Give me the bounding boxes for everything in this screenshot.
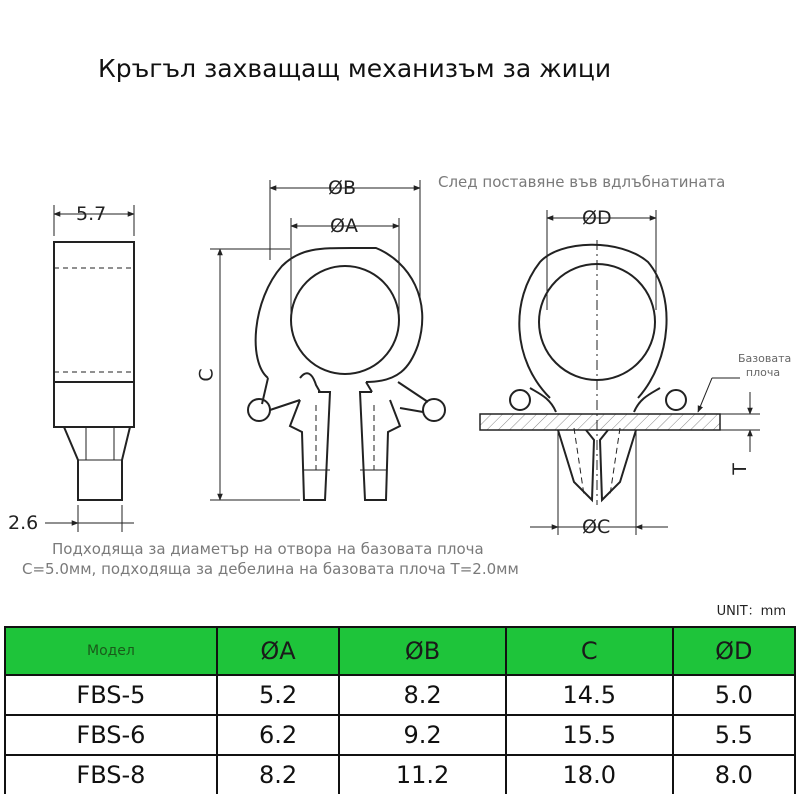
width-dimension-label: 5.7: [76, 203, 107, 225]
cell-model: FBS-5: [5, 675, 217, 715]
table-row: [5, 755, 795, 794]
diameter-a-label: ØA: [330, 215, 358, 237]
page-title: Кръгъл захващащ механизъм за жици: [98, 54, 612, 83]
column-header-model: Модел: [5, 627, 217, 675]
unit-label: UNIT：mm: [716, 604, 786, 619]
thickness-t-label: T: [728, 463, 751, 475]
cell-b: 11.2: [339, 755, 506, 794]
cell-c: 18.0: [506, 755, 673, 794]
cell-a: 5.2: [217, 675, 339, 715]
table-header-row: [5, 627, 795, 675]
hole-diameter-note: Подходяща за диаметър на отвора на базовата плоча: [52, 540, 484, 558]
cell-model: FBS-8: [5, 755, 217, 794]
diameter-b-label: ØB: [328, 177, 356, 199]
diameter-d-label: ØD: [582, 207, 612, 229]
column-header-d: ØD: [673, 627, 795, 675]
table-row: [5, 675, 795, 715]
cell-b: 9.2: [339, 715, 506, 755]
height-c-label: C: [195, 368, 218, 382]
cell-c: 14.5: [506, 675, 673, 715]
column-header-c: C: [506, 627, 673, 675]
cell-c: 15.5: [506, 715, 673, 755]
installed-view: [480, 210, 760, 535]
plate-spec-note: C=5.0мм, подходяща за дебелина на базовата плоча T=2.0мм: [22, 560, 519, 578]
cell-a: 8.2: [217, 755, 339, 794]
table-row: [5, 715, 795, 755]
cell-d: 5.5: [673, 715, 795, 755]
spec-table: [4, 626, 796, 794]
tip-dimension-label: 2.6: [8, 512, 39, 534]
column-header-b: ØB: [339, 627, 506, 675]
side-view: [45, 205, 134, 532]
base-plate-label: Базовата плоча: [738, 352, 792, 379]
front-view: [210, 180, 445, 500]
hole-diameter-c-label: ØC: [582, 516, 611, 538]
after-insertion-note: След поставяне във вдлъбнатината: [438, 173, 726, 191]
cell-b: 8.2: [339, 675, 506, 715]
cell-d: 5.0: [673, 675, 795, 715]
column-header-a: ØA: [217, 627, 339, 675]
cell-a: 6.2: [217, 715, 339, 755]
cell-d: 8.0: [673, 755, 795, 794]
cell-model: FBS-6: [5, 715, 217, 755]
